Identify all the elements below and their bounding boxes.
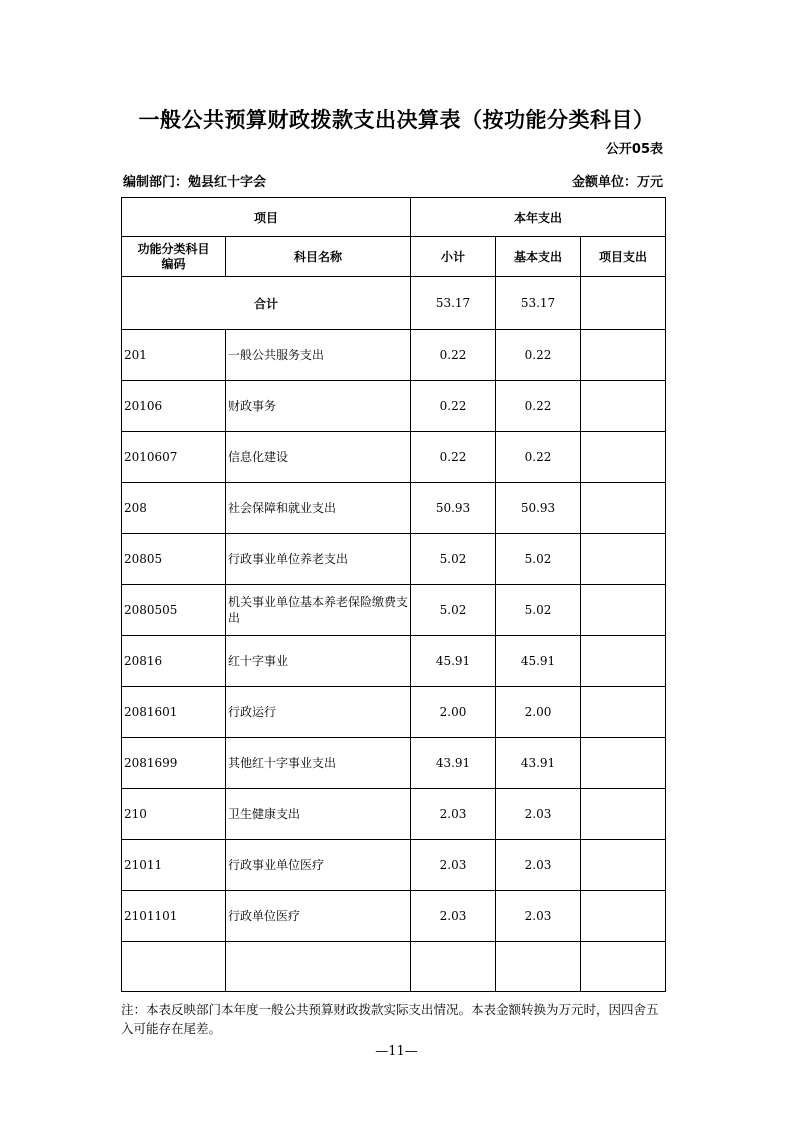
total-subtotal: 53.17 (411, 277, 496, 330)
row-subtotal: 2.03 (411, 891, 496, 942)
row-project (581, 942, 666, 992)
row-name: 红十字事业 (226, 636, 411, 687)
row-project (581, 636, 666, 687)
table-row (122, 381, 666, 432)
table-row (122, 636, 666, 687)
header-code-col-line2: 编码 (161, 256, 186, 271)
row-project (581, 330, 666, 381)
total-label: 合计 (122, 277, 411, 330)
row-basic: 0.22 (496, 330, 581, 381)
table-row (122, 942, 666, 992)
row-name: 一般公共服务支出 (226, 330, 411, 381)
row-code: 20106 (122, 381, 226, 432)
header-row-2 (122, 237, 666, 277)
header-subtotal: 小计 (411, 237, 496, 277)
table-row (122, 840, 666, 891)
row-subtotal: 0.22 (411, 330, 496, 381)
row-subtotal: 43.91 (411, 738, 496, 789)
row-subtotal: 2.03 (411, 840, 496, 891)
row-name: 信息化建设 (226, 432, 411, 483)
row-code: 2081601 (122, 687, 226, 738)
row-name: 行政事业单位养老支出 (226, 534, 411, 585)
row-project (581, 687, 666, 738)
row-name: 行政单位医疗 (226, 891, 411, 942)
table-row (122, 687, 666, 738)
row-subtotal: 0.22 (411, 381, 496, 432)
row-project (581, 585, 666, 636)
row-basic: 2.03 (496, 789, 581, 840)
table-row (122, 789, 666, 840)
total-row (122, 277, 666, 330)
row-basic: 0.22 (496, 381, 581, 432)
table-row (122, 534, 666, 585)
row-basic: 2.03 (496, 891, 581, 942)
page-title: 一般公共预算财政拨款支出决算表（按功能分类科目） (138, 108, 655, 132)
table-row (122, 738, 666, 789)
row-basic: 45.91 (496, 636, 581, 687)
table-row (122, 891, 666, 942)
row-code: 208 (122, 483, 226, 534)
header-name-col: 科目名称 (226, 237, 411, 277)
header-code-col-line1: 功能分类科目 (137, 241, 210, 256)
row-basic: 50.93 (496, 483, 581, 534)
row-basic: 43.91 (496, 738, 581, 789)
row-subtotal: 50.93 (411, 483, 496, 534)
row-name: 卫生健康支出 (226, 789, 411, 840)
footnote: 注：本表反映部门本年度一般公共预算财政拨款实际支出情况。本表金额转换为万元时，因四舍五入可能存在尾差。 (121, 1002, 659, 1036)
row-code: 2101101 (122, 891, 226, 942)
row-subtotal: 45.91 (411, 636, 496, 687)
row-project (581, 789, 666, 840)
row-subtotal: 0.22 (411, 432, 496, 483)
row-code: 2081699 (122, 738, 226, 789)
header-current-year: 本年支出 (411, 198, 666, 237)
row-code: 210 (122, 789, 226, 840)
table-row (122, 585, 666, 636)
row-project (581, 840, 666, 891)
header-basic: 基本支出 (496, 237, 581, 277)
table-code: 公开05表 (605, 142, 663, 157)
row-basic: 0.22 (496, 432, 581, 483)
row-name: 行政事业单位医疗 (226, 840, 411, 891)
row-basic: 2.00 (496, 687, 581, 738)
row-name: 其他红十字事业支出 (226, 738, 411, 789)
total-basic: 53.17 (496, 277, 581, 330)
header-item: 项目 (122, 198, 411, 237)
table-row (122, 483, 666, 534)
row-project (581, 381, 666, 432)
table-row (122, 432, 666, 483)
header-project: 项目支出 (581, 237, 666, 277)
row-subtotal (411, 942, 496, 992)
row-code: 20805 (122, 534, 226, 585)
row-name: 行政运行 (226, 687, 411, 738)
row-project (581, 432, 666, 483)
row-name: 机关事业单位基本养老保险缴费支出 (226, 585, 411, 636)
row-project (581, 483, 666, 534)
row-subtotal: 5.02 (411, 585, 496, 636)
row-code: 20816 (122, 636, 226, 687)
unit-label: 金额单位：万元 (571, 175, 663, 190)
row-name (226, 942, 411, 992)
row-code (122, 942, 226, 992)
row-project (581, 738, 666, 789)
row-subtotal: 2.00 (411, 687, 496, 738)
row-subtotal: 2.03 (411, 789, 496, 840)
header-code-col (122, 237, 226, 277)
row-basic: 5.02 (496, 534, 581, 585)
row-name: 财政事务 (226, 381, 411, 432)
row-code: 21011 (122, 840, 226, 891)
total-project (581, 277, 666, 330)
row-code: 2080505 (122, 585, 226, 636)
department-label: 编制部门：勉县红十字会 (123, 175, 267, 190)
row-code: 2010607 (122, 432, 226, 483)
row-project (581, 534, 666, 585)
row-name: 社会保障和就业支出 (226, 483, 411, 534)
row-code: 201 (122, 330, 226, 381)
table-row (122, 330, 666, 381)
row-basic: 2.03 (496, 840, 581, 891)
expenditure-table (121, 197, 666, 992)
header-row-1 (122, 198, 666, 237)
row-basic (496, 942, 581, 992)
row-subtotal: 5.02 (411, 534, 496, 585)
row-basic: 5.02 (496, 585, 581, 636)
row-project (581, 891, 666, 942)
page-number: —11— (375, 1044, 418, 1059)
